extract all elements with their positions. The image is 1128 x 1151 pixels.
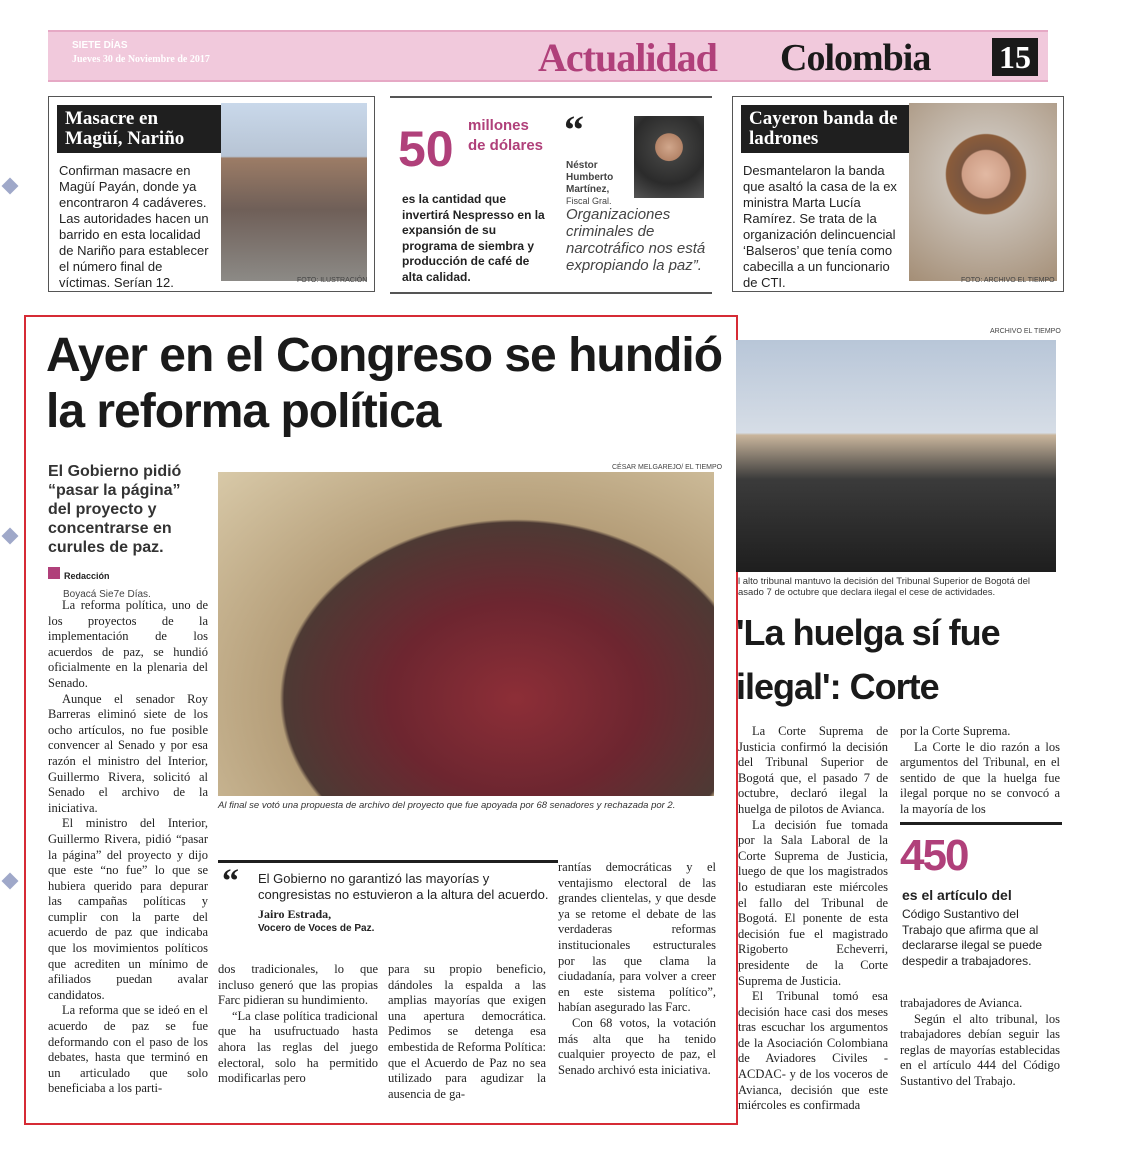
paragraph: La reforma que se ideó en el acuerdo de paz se fue deformando con el paso de los debates, hasta que terminó en un articulado que solo beneficiaba a los parti- xyxy=(48,1003,208,1096)
photo-credit: FOTO: ILUSTRACIÓN xyxy=(297,277,368,284)
paragraph: Aunque el senador Roy Barreras eliminó siete de los ocho artículos, no fue posible convencer al Senado y por esa razón el ministro del Interior, Guillermo Rivera, solicitó al Senado el archivo de la iniciativa. xyxy=(48,691,208,815)
figure-number: 50 xyxy=(398,121,454,177)
byline-source: Boyacá Sie7e Días. xyxy=(63,589,151,600)
side-headline: 'La huelga sí fue ilegal': Corte xyxy=(736,612,1000,707)
figure-unit: millones de dólares xyxy=(468,117,544,154)
quote-text: Organizaciones criminales de narcotráfico nos está expropiando la paz”. xyxy=(566,206,706,274)
pull-quote-name: Jairo Estrada, xyxy=(258,907,332,921)
section-label: SIETE DÍAS xyxy=(72,40,128,51)
byline-marker xyxy=(48,567,60,579)
article-column-4 xyxy=(558,860,716,1078)
paragraph: La reforma política, uno de los proyectos de la implementación de los acuerdos de paz, se hundió oficialmente en la plenaria del Senado. xyxy=(48,598,208,690)
paragraph: rantías democráticas y el ventajismo electoral de las grandes clientelas, y que desde ya se retome el debate de las verdaderas reformas institucionales estructurales por las que clama la ciudadanía, para volver a creer en este sistema político”, habían asegurado las Farc. xyxy=(558,860,716,1015)
paragraph: El Tribunal tomó esa decisión hace casi dos meses tras escuchar los argumentos de la Asociación Colombiana de Aviadores Civiles -ACDAC- y de los voceros de Avianca, decisión que este miércoles es confirmada xyxy=(738,989,888,1113)
byline-label: Redacción xyxy=(64,571,110,581)
page-header xyxy=(48,30,1048,82)
quote-role: Fiscal Gral. xyxy=(566,196,612,206)
byline xyxy=(48,566,208,602)
photo-credit: FOTO: ARCHIVO EL TIEMPO xyxy=(961,277,1055,284)
brief-masacre xyxy=(48,96,375,292)
paragraph: “La clase política tradicional que ha usufructuado hasta ahora las reglas del juego electoral, solo ha permitido modificarlas pero xyxy=(218,1008,378,1086)
brief-photo xyxy=(221,103,367,281)
brief-body: Desmantelaron la banda que asaltó la casa de la ex ministra Marta Lucía Ramírez. Se trata de la organización delincuencial ‘Balseros’ que tenía como cabecilla a un funcionario de CTI. xyxy=(743,163,897,290)
congress-photo xyxy=(218,472,714,796)
main-subhead: El Gobierno pidió “pasar la página” del proyecto y concentrarse en curules de paz. xyxy=(48,463,182,556)
court-photo xyxy=(736,340,1056,572)
side-column-2b xyxy=(900,996,1060,1090)
registration-mark xyxy=(2,873,19,890)
fact-box xyxy=(900,822,1062,985)
photo-credit: CÉSAR MELGAREJO/ EL TIEMPO xyxy=(612,464,723,471)
photo-caption: l alto tribunal mantuvo la decisión del Tribunal Superior de Bogotá del asado 7 de octubre que declara ilegal el cese de actividades. xyxy=(738,576,1031,598)
fact-lead: es el artículo del xyxy=(902,887,1012,903)
photo-credit: ARCHIVO EL TIEMPO xyxy=(990,328,1061,335)
side-column-1 xyxy=(738,724,888,1114)
registration-mark xyxy=(2,528,19,545)
paragraph: La decisión fue tomada por la Sala Laboral de la Corte Suprema de Justicia, luego de que los magistrados lo estudiaran este miércoles el fallo del Tribunal de Bogotá. El ponente de esta decisión fue el magistrado Rigoberto Echeverri, presidente de la Corte Suprema de Justicia. xyxy=(738,817,888,988)
fact-text: Código Sustantivo del Trabajo que afirma que al declararse ilegal se puede despedir a trabajadores. xyxy=(902,907,1043,968)
issue-date: Jueves 30 de Noviembre de 2017 xyxy=(72,54,210,65)
article-column-3 xyxy=(388,962,546,1102)
paragraph: Según el alto tribunal, los trabajadores debían seguir las reglas de mayorías establecidas en el artículo 444 del Código Sustantivo del Trabajo. xyxy=(900,1011,1060,1088)
figure-text: es la cantidad que invertirá Nespresso en la expansión de su programa de siembra y producción de café de alta calidad. xyxy=(402,192,545,284)
quote-name: Néstor Humberto Martínez, xyxy=(566,160,614,195)
brief-banda xyxy=(732,96,1064,292)
brief-kicker: Cayeron banda de ladrones xyxy=(741,105,913,153)
brief-photo xyxy=(909,103,1057,281)
pull-quote-role: Vocero de Voces de Paz. xyxy=(258,923,375,934)
section-subtitle: Colombia xyxy=(780,37,931,79)
pull-quote xyxy=(218,860,558,951)
quote-photo xyxy=(634,116,704,198)
pull-quote-text: El Gobierno no garantizó las mayorías y congresistas no estuvieron a la altura del acuerdo. xyxy=(258,871,549,902)
brief-body: Confirman masacre en Magüí Payán, donde ya encontraron 4 cadáveres. Las autoridades hacen un barrido en esta localidad de Nariño para establecer el número final de víctimas. Serían 12. xyxy=(59,163,209,290)
paragraph: La Corte le dio razón a los argumentos del Tribunal, en el sentido de que la huelga fue ilegal porque no se convocó a la mayoría de los xyxy=(900,739,1060,816)
quote-mark-icon: “ xyxy=(564,107,584,152)
paragraph: Con 68 votos, la votación más alta que ha tenido cualquier proyecto de paz, el Senado archivó esta iniciativa. xyxy=(558,1015,716,1077)
paragraph: trabajadores de Avianca. xyxy=(900,996,1023,1010)
article-column-2 xyxy=(218,962,378,1087)
brief-kicker: Masacre en Magüí, Nariño xyxy=(57,105,221,153)
paragraph: para su propio beneficio, dándoles la espalda a las amplias mayorías que exigen una apertura democrática. Pedimos se detenga esa embestida de Reforma Política: que el Acuerdo de Paz no sea utilizado para agudizar la ausencia de ga- xyxy=(388,962,546,1101)
photo-caption: Al final se votó una propuesta de archivo del proyecto que fue apoyada por 68 senadores y rechazada por 2. xyxy=(218,800,676,811)
registration-mark xyxy=(2,178,19,195)
paragraph: La Corte Suprema de Justicia confirmó la decisión del Tribunal Superior de Bogotá que, el pasado 7 de octubre, declaró ilegal la huelga de pilotos de Avianca. xyxy=(738,724,888,816)
brief-nespresso xyxy=(390,96,712,294)
fact-number: 450 xyxy=(900,831,968,880)
article-column-1 xyxy=(48,598,208,1097)
paragraph: El ministro del Interior, Guillermo Rivera, pidió “pasar la página” del proyecto y dijo que este “no fue” lo que se hubiera querido para depurar las campañas políticas y cumplir con la parte del acuerdo de paz que indicaba que los movimientos políticos que acrediten un mínimo de afiliados puedan avalar candidatos. xyxy=(48,816,208,1002)
quote-mark-icon: “ xyxy=(222,863,239,900)
section-title: Actualidad xyxy=(538,35,717,80)
main-headline: Ayer en el Congreso se hundió la reforma política xyxy=(46,329,723,438)
paragraph: por la Corte Suprema. xyxy=(900,724,1011,738)
paragraph: dos tradicionales, lo que incluso generó que las propias Farc pidieran su hundimiento. xyxy=(218,962,378,1008)
side-column-2 xyxy=(900,724,1060,818)
page-number: 15 xyxy=(992,38,1038,76)
